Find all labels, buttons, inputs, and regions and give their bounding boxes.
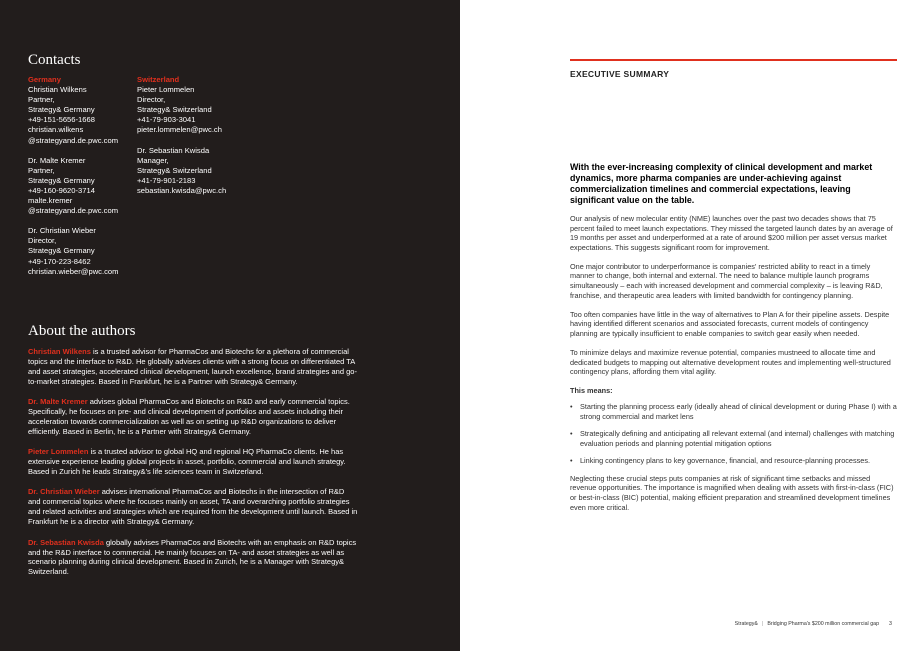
country-label: Germany <box>28 75 61 84</box>
means-list <box>570 402 897 466</box>
contact-role: Director, <box>28 236 57 246</box>
contact-name: Pieter Lommelen <box>137 85 195 95</box>
list-item: • Starting the planning process early (ideally ahead of clinical development or during Phase I) with a strong commercial and market lens <box>570 402 897 421</box>
body-paragraph: Too often companies have little in the way of alternatives to Plan A for their pipeline assets. Despite having identified different scenarios and associated forecasts, current models of contingency planning are typically insufficient to enable companies to switch gear easily when needed. <box>570 309 890 338</box>
body-paragraph: To minimize delays and maximize revenue potential, companies mustneed to allocate time and dedicated budgets to mapping out alternative development routes and implementing well-structured contingency plans, affording them vital agility. <box>570 348 891 377</box>
author-name: Christian Wilkens <box>28 347 91 356</box>
contact-email-domain: @strategyand.de.pwc.com <box>28 206 119 216</box>
contacts-column-switzerland <box>137 75 257 206</box>
contact-role: Partner, <box>28 95 55 105</box>
contact-phone: +49-160-9620-3714 <box>28 185 95 195</box>
contact-name: Christian Wilkens <box>28 85 87 95</box>
contact-email: malte.kremer <box>28 196 73 206</box>
author-name: Dr. Sebastian Kwisda <box>28 537 104 547</box>
author-bio-text: is a trusted advisor to global HQ and regional HQ PharmaCo clients. He has extensive experience leading global projects in asset, portfolio, commercial and launch strategy. Based in Zurich he leads Strategy&'s life sciences team in Switzerland. <box>28 447 346 477</box>
authors-heading: About the authors <box>28 323 136 339</box>
author-bio <box>28 347 358 387</box>
contact-name: Dr. Malte Kremer <box>28 155 86 165</box>
author-name: Dr. Christian Wieber <box>28 487 100 497</box>
contact-phone: +41-79-903-3041 <box>137 115 196 125</box>
section-title: EXECUTIVE SUMMARY <box>570 69 670 79</box>
country-label: Switzerland <box>137 75 180 84</box>
contact-name: Dr. Christian Wieber <box>28 226 96 236</box>
author-bio <box>28 397 358 437</box>
author-name: Dr. Malte Kremer <box>28 397 88 407</box>
footer-title: Bridging Pharma's $200 million commercial gap <box>767 621 880 627</box>
contact-card <box>28 85 148 146</box>
summary-body <box>570 214 897 522</box>
contact-email: sebastian.kwisda@pwc.ch <box>137 185 227 195</box>
list-item: • Strategically defining and anticipating all relevant external (and internal) challenges with matching evaluation periods and planning potential mitigation options <box>570 429 897 448</box>
contact-org: Strategy& Switzerland <box>137 105 212 115</box>
lead-paragraph: With the ever-increasing complexity of clinical development and market dynamics, more pharma companies are under-achieving against commercialization timelines and commercial expectations, leaving significant value on the table. <box>570 162 873 205</box>
author-bio <box>28 487 358 527</box>
contacts-heading: Contacts <box>28 52 81 68</box>
contact-role: Manager, <box>137 155 169 165</box>
page-footer <box>735 621 892 627</box>
contact-email: christian.wilkens <box>28 125 84 135</box>
contact-role: Partner, <box>28 165 55 175</box>
contact-card <box>137 146 257 196</box>
author-bio <box>28 447 358 477</box>
list-item: • Linking contingency plans to key governance, financial, and resource-planning processes. <box>570 456 897 466</box>
contact-org: Strategy& Switzerland <box>137 165 212 175</box>
contact-org: Strategy& Germany <box>28 105 95 115</box>
author-bios <box>28 347 358 588</box>
author-bio <box>28 538 358 578</box>
contact-email-domain: @strategyand.de.pwc.com <box>28 135 119 145</box>
contacts-column-germany <box>28 75 148 287</box>
body-paragraph: One major contributor to underperformance is companies' restricted ability to react in a timely manner to change, both internal and external. The need to balance multiple launch programs simultaneously – each with increased development and commercial complexity – is leaving R&D, franchise, and therapeutic area leaders with limited bandwidth for contingency planning. <box>570 261 883 300</box>
contact-org: Strategy& Germany <box>28 246 95 256</box>
author-bio-text: advises international PharmaCos and Biotechs in the intersection of R&D and commercial topics where he focuses mainly on asset, TA and overarching portfolio strategies and related activities and strategies which are required from the development until launch. Based in Frankfurt he is a director with Strategy& Germany. <box>28 487 358 527</box>
closing-paragraph: Neglecting these crucial steps puts companies at risk of significant time setbacks and missed revenue opportunities. The importance is magnified when dealing with assets with first-in-class (FIC) or best-in-class (BIC) potential, making efficient preparation and streamlined development timelines even more critical. <box>570 473 894 512</box>
contact-card <box>28 156 148 217</box>
contact-card <box>28 226 148 276</box>
author-bio-text: globally advises PharmaCos and Biotechs with an emphasis on R&D topics and the R&D interface to commercial. He mainly focuses on TA- and asset strategies as well as scenario planning during clinical development. Based in Zurich, he is a Manager with Strategy& Switzerland. <box>28 537 357 577</box>
author-bio-text: is a trusted advisor for PharmaCos and Biotechs for a plethora of commercial topics and the interface to R&D. He globally advises clients with a strong focus on differentiated TA and asset strategies, accelerated clinical development, launch excellence, brand strategies and go-to-market strategies. Based in Frankfurt, he is a Partner with Strategy& Germany. <box>28 347 357 386</box>
contact-role: Director, <box>137 95 166 105</box>
contact-name: Dr. Sebastian Kwisda <box>137 145 210 155</box>
footer-separator: | <box>761 621 764 627</box>
author-name: Pieter Lommelen <box>28 447 89 457</box>
page-number: 3 <box>889 621 892 627</box>
contact-email: pieter.lommelen@pwc.ch <box>137 125 222 135</box>
contact-phone: +49-151-5656-1668 <box>28 115 95 125</box>
section-divider-line <box>570 59 897 61</box>
body-paragraph: Our analysis of new molecular entity (NME) launches over the past two decades shows that 75 percent failed to meet launch expectations. They missed the targeted launch dates by an average of 19 months per asset and underperformed at a rate of around $200 million per asset versus market expectations. This suggests significant room for improvement. <box>570 214 893 252</box>
contact-email: christian.wieber@pwc.com <box>28 266 119 276</box>
contact-org: Strategy& Germany <box>28 175 95 185</box>
means-label: This means: <box>570 386 613 396</box>
footer-brand: Strategy& <box>734 621 758 627</box>
contact-card <box>137 85 257 135</box>
author-bio-text: advises global PharmaCos and Biotechs on R&D and early commercial topics. Specifically, he focuses on pre- and clinical development of portfolios and assets including their acceleration towards commercialization as well as on setting up R&D organizations to deliver efficiently. Based in Berlin, he is a Partner with Strategy& Germany. <box>28 397 350 436</box>
contact-phone: +41-79-901-2183 <box>137 175 196 185</box>
contact-phone: +49-170-223-8462 <box>28 256 91 266</box>
